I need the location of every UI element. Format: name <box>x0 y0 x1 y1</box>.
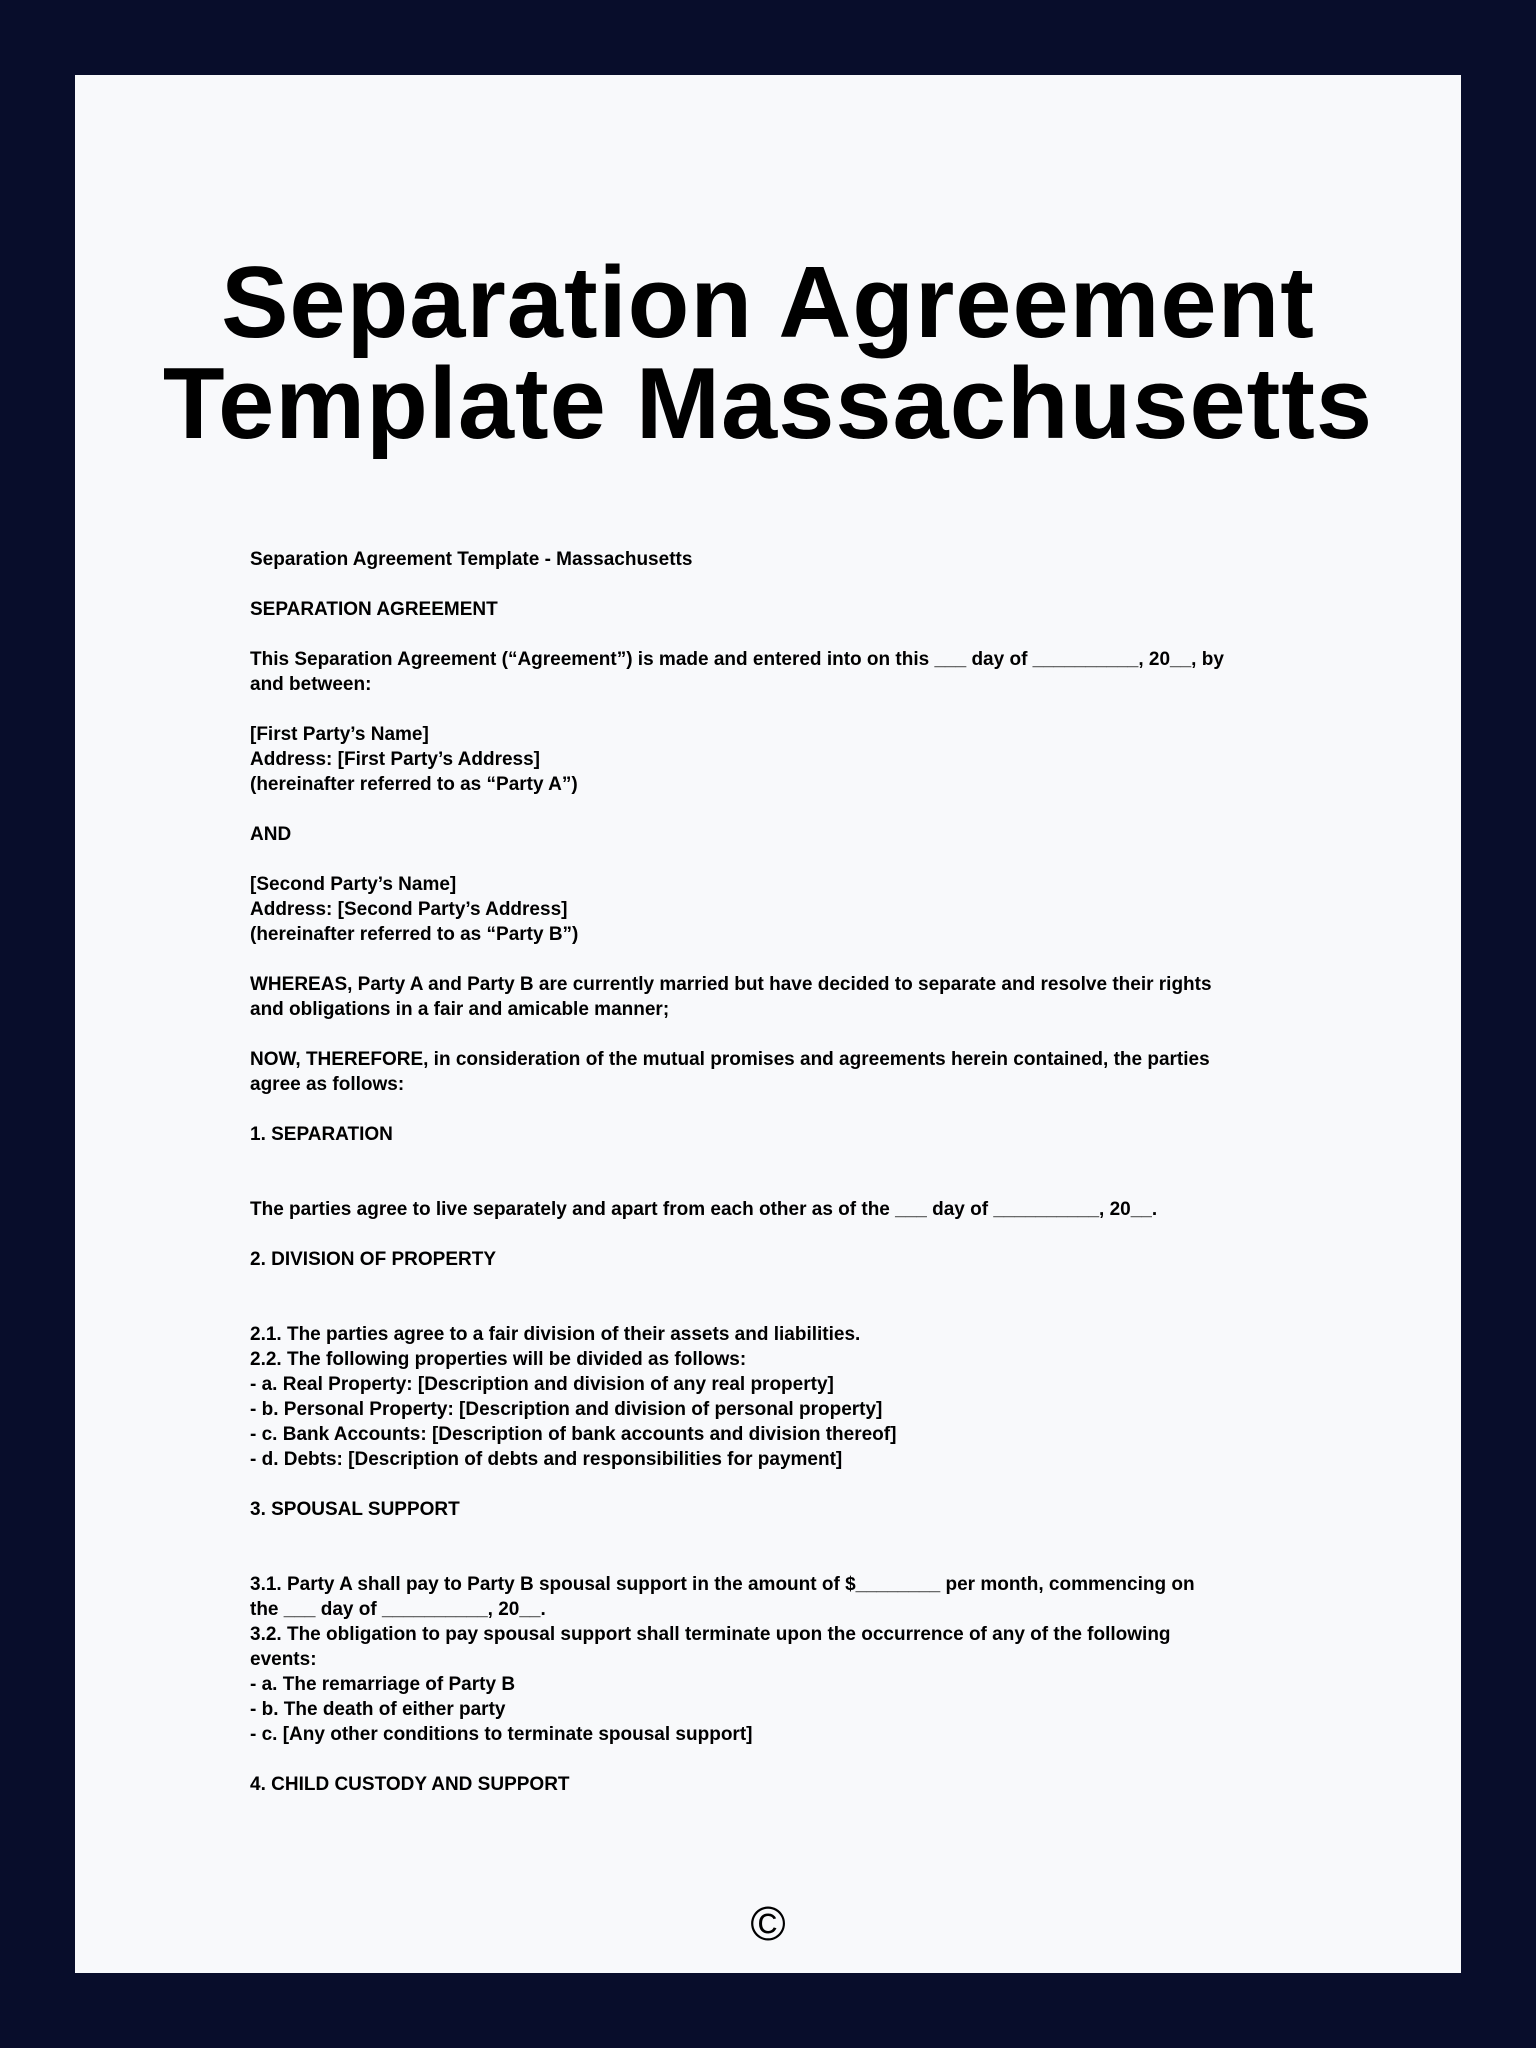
party-b-address: Address: [Second Party’s Address] <box>250 899 568 920</box>
section-3-item: events: <box>250 1649 317 1670</box>
title-line-1: Separation Agreement <box>221 247 1315 359</box>
section-3-heading: 3. SPOUSAL SUPPORT <box>250 1499 460 1520</box>
document-body <box>250 547 1380 1797</box>
section-1-text: The parties agree to live separately and apart from each other as of the ___ day of __________, 20__. <box>250 1199 1158 1220</box>
party-a-name: [First Party’s Name] <box>250 724 429 745</box>
section-3-item: 3.1. Party A shall pay to Party B spousal support in the amount of $________ per month, commencing on <box>250 1574 1195 1595</box>
now-line-1: NOW, THEREFORE, in consideration of the mutual promises and agreements herein contained, the parties <box>250 1049 1210 1070</box>
section-2-item: 2.1. The parties agree to a fair division of their assets and liabilities. <box>250 1324 861 1345</box>
document-subtitle: Separation Agreement Template - Massachusetts <box>250 549 693 570</box>
section-1-heading: 1. SEPARATION <box>250 1124 393 1145</box>
whereas-line-1: WHEREAS, Party A and Party B are currently married but have decided to separate and resolve their rights <box>250 974 1212 995</box>
copyright-icon: © <box>750 1898 786 1951</box>
and-text: AND <box>250 824 292 845</box>
section-2-item: - d. Debts: [Description of debts and responsibilities for payment] <box>250 1449 843 1470</box>
party-a-ref: (hereinafter referred to as “Party A”) <box>250 774 578 795</box>
party-b-ref: (hereinafter referred to as “Party B”) <box>250 924 579 945</box>
section-2-item: - b. Personal Property: [Description and division of personal property] <box>250 1399 883 1420</box>
section-2-heading: 2. DIVISION OF PROPERTY <box>250 1249 496 1270</box>
party-b-name: [Second Party’s Name] <box>250 874 457 895</box>
agreement-heading: SEPARATION AGREEMENT <box>250 599 498 620</box>
page-title <box>75 247 1461 460</box>
party-a-address: Address: [First Party’s Address] <box>250 749 541 770</box>
section-2-item: - c. Bank Accounts: [Description of bank accounts and division thereof] <box>250 1424 897 1445</box>
section-2-item: 2.2. The following properties will be divided as follows: <box>250 1349 747 1370</box>
intro-line-1: This Separation Agreement (“Agreement”) is made and entered into on this ___ day of __________, 20__, by <box>250 649 1224 670</box>
section-2-item: - a. Real Property: [Description and division of any real property] <box>250 1374 834 1395</box>
title-line-2: Template Massachusetts <box>162 348 1374 460</box>
section-3-item: - c. [Any other conditions to terminate spousal support] <box>250 1724 753 1745</box>
section-3-item: 3.2. The obligation to pay spousal support shall terminate upon the occurrence of any of the following <box>250 1624 1171 1645</box>
section-3-item: the ___ day of __________, 20__. <box>250 1599 546 1620</box>
section-3-item: - a. The remarriage of Party B <box>250 1674 516 1695</box>
whereas-line-2: and obligations in a fair and amicable manner; <box>250 999 670 1020</box>
document-page <box>75 75 1461 1973</box>
now-line-2: agree as follows: <box>250 1074 405 1095</box>
section-4-heading: 4. CHILD CUSTODY AND SUPPORT <box>250 1774 570 1795</box>
section-3-item: - b. The death of either party <box>250 1699 506 1720</box>
intro-line-2: and between: <box>250 674 372 695</box>
